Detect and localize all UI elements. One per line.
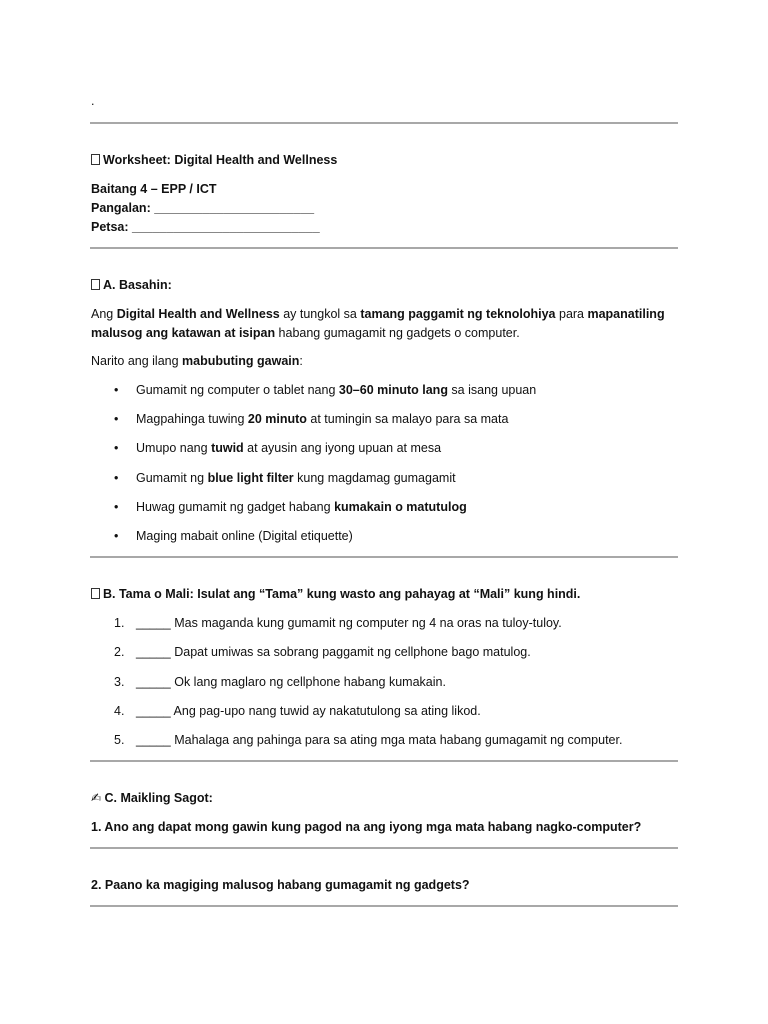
intro-paragraph-line-1: Ang Digital Health and Wellness ay tungkol sa tamang paggamit ng teknolohiya para mapanatiling	[91, 307, 665, 321]
true-false-list	[91, 614, 622, 760]
missing-glyph-icon	[91, 279, 100, 290]
question-2: 2. Paano ka magiging malusog habang gumagamit ng gadgets?	[91, 878, 470, 892]
writing-hand-icon: ✍	[91, 790, 102, 805]
list-item: • Magpahinga tuwing 20 minuto at tumingin sa malayo para sa mata	[91, 410, 536, 439]
list-item: 2. _____ Dapat umiwas sa sobrang paggamit ng cellphone bago matulog.	[114, 645, 531, 660]
list-item: • Huwag gumamit ng gadget habang kumakain o matutulog	[91, 498, 536, 527]
list-item: 5. _____ Mahalaga ang pahinga para sa ating mga mata habang gumagamit ng computer.	[114, 733, 623, 748]
divider	[90, 247, 678, 249]
section-c-title: ✍ C. Maikling Sagot:	[91, 790, 213, 805]
question-1: 1. Ano ang dapat mong gawin kung pagod na ang iyong mga mata habang nagko-computer?	[91, 820, 642, 834]
list-item: 4. _____ Ang pag-upo nang tuwid ay nakatutulong sa ating likod.	[114, 703, 481, 718]
section-b-title: B. Tama o Mali: Isulat ang “Tama” kung wasto ang pahayag at “Mali” kung hindi.	[91, 585, 580, 604]
missing-glyph-icon	[91, 154, 100, 165]
divider	[90, 760, 678, 762]
list-item: • Umupo nang tuwid at ayusin ang iyong upuan at mesa	[91, 439, 536, 468]
section-a-title: A. Basahin:	[91, 276, 172, 295]
list-item: 3. _____ Ok lang maglaro ng cellphone habang kumakain.	[114, 674, 446, 689]
date-field-label: Petsa: ___________________________	[91, 220, 320, 234]
list-item: • Gumamit ng computer o tablet nang 30–60 minuto lang sa isang upuan	[91, 381, 536, 410]
missing-glyph-icon	[91, 588, 100, 599]
worksheet-title: Worksheet: Digital Health and Wellness	[91, 151, 337, 170]
list-item: • Maging mabait online (Digital etiquette)	[91, 527, 536, 556]
list-item: 1. _____ Mas maganda kung gumamit ng computer ng 4 na oras na tuloy-tuloy.	[114, 616, 562, 630]
intro-paragraph-line-2: malusog ang katawan at isipan habang gumagamit ng gadgets o computer.	[91, 326, 520, 340]
grade-label: Baitang 4 – EPP / ICT	[91, 182, 217, 196]
list-item: • Gumamit ng blue light filter kung magdamag gumagamit	[91, 469, 536, 498]
good-practices-intro: Narito ang ilang mabubuting gawain:	[91, 354, 303, 368]
answer-line	[90, 847, 678, 849]
answer-line	[90, 905, 678, 907]
name-field-label: Pangalan: _______________________	[91, 201, 315, 215]
divider	[90, 122, 678, 124]
good-practices-list	[91, 381, 536, 556]
divider	[90, 556, 678, 558]
top-mark: .	[91, 94, 95, 108]
